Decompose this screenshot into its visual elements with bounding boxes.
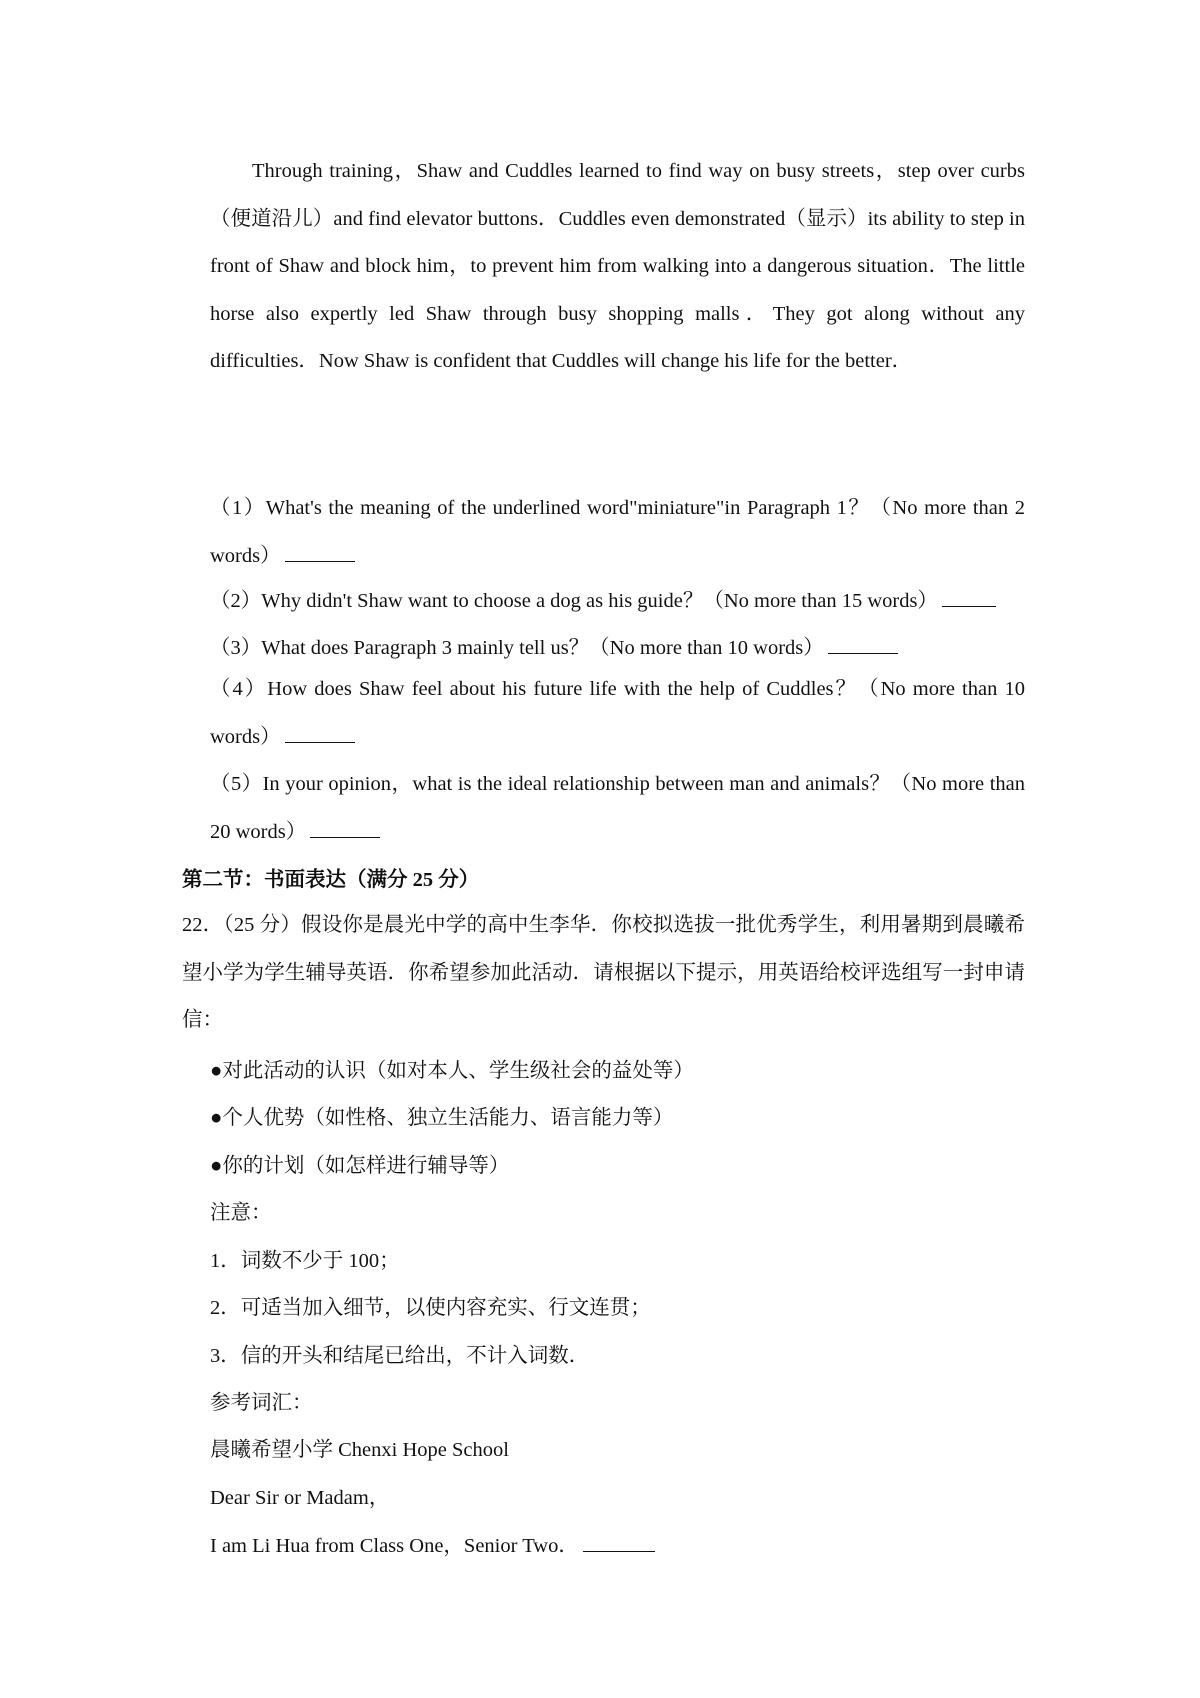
question-3 — [210, 633, 898, 662]
note-item: 3．信的开头和结尾已给出，不计入词数． — [210, 1345, 590, 1367]
writing-task-intro: 22．（25 分）假设你是晨光中学的高中生李华．你校拟选拔一批优秀学生，利用暑期到晨曦希望小学为学生辅导英语．你希望参加此活动．请根据以下提示，用英语给校评选组写一封申请信： — [182, 914, 1025, 1031]
bullet-item: ●对此活动的认识（如对本人、学生级社会的益处等） — [210, 1060, 694, 1082]
vocab-label: 参考词汇： — [210, 1392, 313, 1414]
answer-blank-2[interactable] — [942, 586, 996, 607]
question-2-text: （2）Why didn't Shaw want to choose a dog as his guide？（No more than 15 words） — [210, 590, 938, 612]
question-3-text: （3）What does Paragraph 3 mainly tell us？（No more than 10 words） — [210, 637, 824, 659]
letter-body-blank[interactable] — [583, 1531, 655, 1552]
bullet-item: ●个人优势（如性格、独立生活能力、语言能力等） — [210, 1107, 674, 1129]
question-2 — [210, 586, 996, 615]
note-item: 1．词数不少于 100； — [210, 1250, 400, 1272]
vocab-entry: 晨曦希望小学 Chenxi Hope School — [210, 1439, 509, 1461]
passage-paragraph: Through training，Shaw and Cuddles learned to find way on busy streets，step over curbs（便道沿儿）and find elevator buttons．Cuddles even demonstrated（显示）its ability to step in front of Shaw and block him，to prevent him from walking into a dangerous situation．The little horse also expertly led Shaw through busy shopping malls．They got along without any difficulties．Now Shaw is confident that Cuddles will change his life for the better． — [210, 160, 1025, 372]
letter-opening — [210, 1531, 655, 1560]
answer-blank-5[interactable] — [310, 817, 380, 838]
answer-blank-3[interactable] — [828, 633, 898, 654]
answer-blank-4[interactable] — [285, 722, 355, 743]
letter-opening-text: I am Li Hua from Class One，Senior Two． — [210, 1535, 579, 1557]
letter-salutation: Dear Sir or Madam， — [210, 1487, 390, 1509]
question-4 — [210, 666, 1025, 761]
question-1-text: （1）What's the meaning of the underlined word"miniature"in Paragraph 1？（No more than 2 words） — [210, 497, 1025, 567]
answer-blank-1[interactable] — [285, 541, 355, 562]
bullet-item: ●你的计划（如怎样进行辅导等） — [210, 1155, 510, 1177]
question-1 — [210, 485, 1025, 580]
question-4-text: （4）How does Shaw feel about his future life with the help of Cuddles？（No more than 10 words） — [210, 678, 1025, 748]
note-item: 2．可适当加入细节，以使内容充实、行文连贯； — [210, 1297, 651, 1319]
question-5 — [210, 761, 1025, 856]
notes-label: 注意： — [210, 1202, 272, 1224]
section-heading: 第二节：书面表达（满分 25 分） — [182, 869, 480, 891]
question-5-text: （5）In your opinion，what is the ideal relationship between man and animals？（No more than 20 words） — [210, 773, 1025, 843]
